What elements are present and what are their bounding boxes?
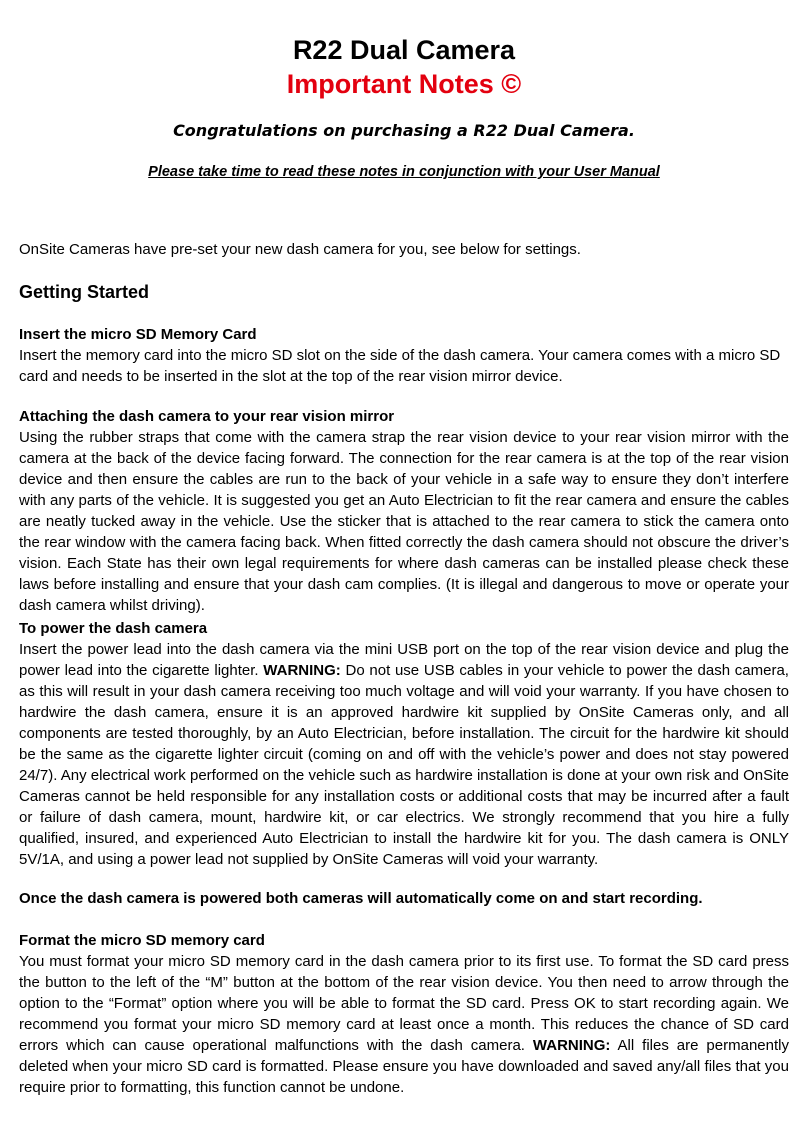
- format-warning-label: WARNING:: [532, 1037, 611, 1054]
- getting-started-heading: Getting Started: [19, 282, 150, 302]
- congratulations-line: Congratulations on purchasing a R22 Dual Camera.: [173, 121, 635, 140]
- sd-card-heading: Insert the micro SD Memory Card: [19, 326, 257, 343]
- format-text-after: All files are permanently deleted when your micro SD card is formatted. Please ensure you have downloaded and saved any/all files that you require prior to formatting, this function cannot be undone.: [19, 1037, 789, 1096]
- read-manual-note: Please take time to read these notes in conjunction with your User Manual: [148, 164, 660, 180]
- document-subtitle: Important Notes ©: [286, 69, 522, 99]
- power-heading: To power the dash camera: [19, 620, 208, 637]
- format-paragraph: [19, 951, 789, 1098]
- power-paragraph: [19, 639, 789, 870]
- power-text-before: Insert the power lead into the dash camera via the mini USB port on the top of the rear vision device and plug the power lead into the cigarette lighter.: [19, 641, 789, 679]
- attaching-paragraph: Using the rubber straps that come with the camera strap the rear vision device to your rear vision mirror with the camera at the back of the device facing forward. The connection for the rear camera is at the top of the rear vision device and then ensure the cables are run to the back of your vehicle in a safe way to ensure they don’t interfere with any parts of the vehicle. It is suggested you get an Auto Electrician to fit the rear camera and ensure the cables are neatly tucked away in the vehicle. Use the sticker that is attached to the rear camera to stick the camera onto the rear window with the camera facing back. When fitted correctly the dash camera should not obscure the driver’s vision. Each State has their own legal requirements for where dash cameras can be installed please check these laws before installing and ensure that your dash cam complies. (It is illegal and dangerous to move or operate your dash camera whilst driving).: [19, 429, 789, 614]
- document-title: R22 Dual Camera: [292, 35, 516, 65]
- format-heading: Format the micro SD memory card: [19, 932, 265, 949]
- powered-note: Once the dash camera is powered both cameras will automatically come on and start recording.: [19, 890, 703, 907]
- intro-paragraph: OnSite Cameras have pre-set your new dash camera for you, see below for settings.: [19, 241, 581, 258]
- power-text-after: Do not use USB cables in your vehicle to power the dash camera, as this will result in your dash camera receiving too much voltage and will void your warranty. If you have chosen to hardwire the dash camera, ensure it is an approved hardwire kit supplied by OnSite Cameras only, and all components are tested thoroughly, by an Auto Electrician, before installation. The circuit for the hardwire kit should be the same as the cigarette lighter circuit (coming on and off with the vehicle’s power and does not stay powered 24/7). Any electrical work performed on the vehicle such as hardwire installation is done at your own risk and OnSite Cameras cannot be held responsible for any installation costs or additional costs that may be incurred after a fault or failure of dash camera, mount, hardwire kit, or car electrics. We strongly recommend that you hire a fully qualified, insured, and experienced Auto Electrician to install the hardwire kit for you. The dash camera is ONLY 5V/1A, and using a power lead not supplied by OnSite Cameras will void your warranty.: [19, 662, 789, 868]
- format-text-before: You must format your micro SD memory card in the dash camera prior to its first use. To format the SD card press the button to the left of the “M” button at the bottom of the rear vision device. You then need to arrow through the option to the “Format” option where you will be able to format the SD card. Press OK to start recording again. We recommend you format your micro SD memory card at least once a month. This reduces the chance of SD card errors which can cause operational malfunctions with the dash camera.: [19, 953, 789, 1054]
- attaching-heading: Attaching the dash camera to your rear vision mirror: [19, 408, 395, 425]
- sd-card-paragraph: Insert the memory card into the micro SD slot on the side of the dash camera. Your camera comes with a micro SD card and needs to be inserted in the slot at the top of the rear vision mirror device.: [19, 347, 781, 385]
- power-warning-label: WARNING:: [263, 662, 341, 679]
